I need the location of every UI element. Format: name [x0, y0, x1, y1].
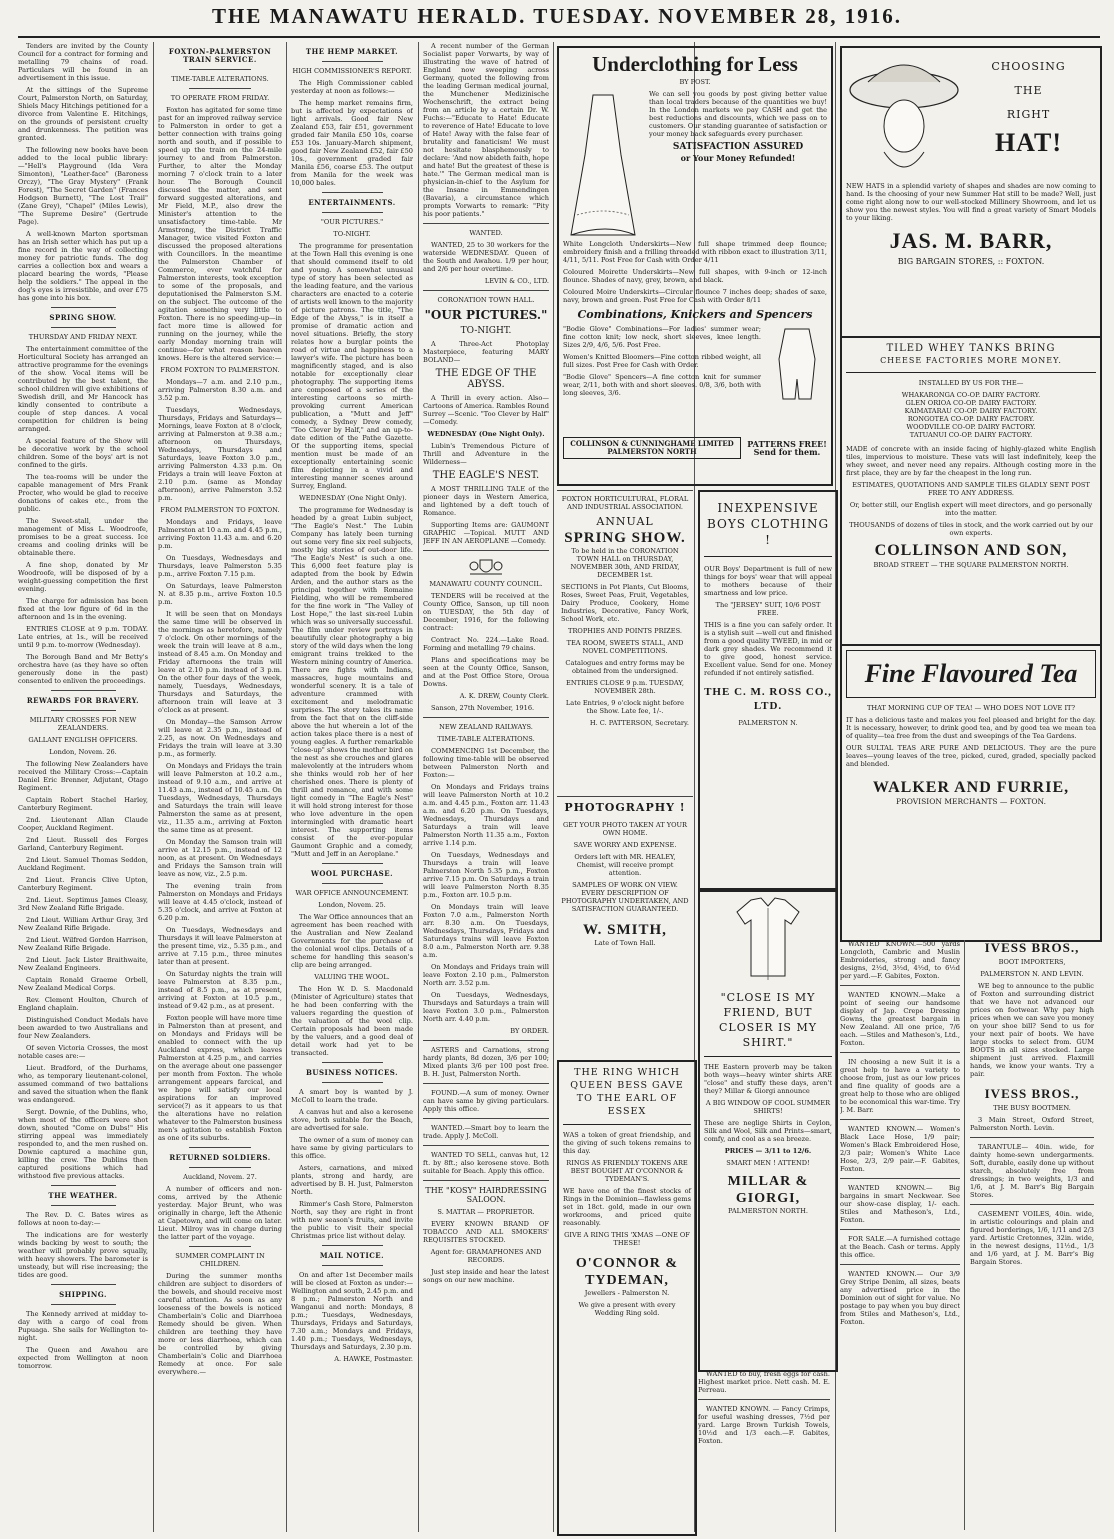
headline: FOXTON-PALMERSTON TRAIN SERVICE. [168, 47, 272, 64]
ad-title: "CLOSE IS MY FRIEND, BUT CLOSER IS MY SHIRT." [719, 991, 817, 1049]
ad-text: On Tuesdays, Wednesdays and Thursdays a train will leave Palmerston North 5.35 p.m., Foxton arrive 7.15 p.m. On Saturdays a train will leave Palmerston North 8.35 p.m., Foxton arr. 10.5 p.m. [423, 851, 549, 899]
divider [423, 1145, 549, 1146]
ad-title: RIGHT [1006, 108, 1051, 121]
ad-heading: TIME-TABLE ALTERATIONS. [437, 735, 535, 743]
news-paragraph: The tea-rooms will be under the capable management of Mrs Frank Procter, who would be glad to receive donations of cakes etc., from the public. [18, 473, 148, 513]
ad-signature: H. C. PATTERSON, Secretary. [589, 719, 689, 727]
classified-ad: CASEMENT VOILES, 40in. wide, in artistic colourings and plain and figured borderings, 1/6, 1/11 and 2/3 yard. Artistic Cretonnes, 32in. wide, in the newest designs, 11½d., 1/3 and 1/6 yard, at J. M. Barr's Big Bargain Stores. [970, 1210, 1094, 1266]
merchant-address: 3 Main Street, Oxford Street, Palmerston North. Levin. [970, 1116, 1094, 1132]
classified-ad: WANTED.—Smart boy to learn the trade. Apply J. McColl. [423, 1124, 549, 1140]
headline: THE HEMP MARKET. [305, 47, 399, 56]
ad-text: On Mondays train will leave Foxton 7.0 a.m., Palmerston North arr. 8.30 a.m. On Tuesdays, Wednesdays, Thursdays, Fridays and Saturdays trains will leave Foxton 8.0 a.m., Palmerston North arr. 9.38 a.m. [423, 903, 549, 959]
classified-ad: IN choosing a new Suit it is a great help to have a variety to choose from, just as our low prices and fine quality of goods are a great help to those who are obliged to be economical this war-time. Try J. M. Barr. [840, 1058, 960, 1114]
news-paragraph: A special feature of the Show will be decorative work by the school children. Some of the boys' art is not confined to the girls. [18, 437, 148, 469]
subheadline: THURSDAY AND FRIDAY NEXT. [28, 333, 138, 341]
classified-ad: WANTED TO SELL, canvas hut, 12 ft. by 8ft.; also kerosene stove. Both suitable for Beach. Apply this office. [423, 1151, 549, 1175]
news-paragraph: A smart boy is wanted by J. McColl to learn the trade. [291, 1088, 413, 1104]
divider [51, 327, 116, 328]
ad-text: WAS a token of great friendship, and the giving of such tokens remains to this day. [563, 1131, 691, 1155]
ad-signature: LEVIN & CO., LTD. [484, 277, 549, 285]
ad-text: Just step inside and hear the latest songs on our new machine. [423, 1268, 549, 1284]
divider [423, 717, 549, 718]
ad-title: THE RING WHICH QUEEN BESS GAVE TO THE EARL OF ESSEX [570, 1067, 684, 1117]
ad-title: "OUR PICTURES." [424, 308, 548, 322]
news-paragraph: Captain Robert Stachel Harley, Canterbury Regiment. [18, 796, 148, 812]
divider [51, 1205, 116, 1206]
news-paragraph: On Saturday nights the train will leave Palmerston at 8.35 p.m., instead of 8.5 p.m., as at present, arriving at Foxton at 10.5 p.m., instead of 9.42 p.m., as at present. [158, 970, 282, 1010]
ad-text: COMMENCING 1st December, the following time-table will be observed between Palmerston North and Foxton:— [423, 747, 549, 779]
divider [970, 1204, 1094, 1205]
ad-text: ENTRIES CLOSE 9 p.m. TUESDAY, NOVEMBER 28th. [566, 679, 684, 695]
tea-advert [840, 644, 1102, 942]
ad-title: THE EDGE OF THE ABYSS. [435, 368, 537, 390]
news-paragraph: 2nd Lieut. Jack Lister Braithwaite, New Zealand Engineers. [18, 956, 148, 972]
ad-heading: Combinations, Knickers and Spencers [577, 308, 813, 321]
merchant-name: THE C. M. ROSS CO., LTD. [704, 686, 832, 712]
divider [189, 1246, 251, 1247]
headline: SPRING SHOW. [49, 313, 117, 322]
divider [322, 1082, 383, 1083]
ad-text: WANTED, 25 to 30 workers for the waterside WEDNESDAY. Queen of the South and Awahou. 1/9 per hour, and 2/6 per hour overtime. [423, 241, 549, 273]
news-paragraph: Foxton people will have more time in Palmerston than at present, and on Mondays and Fridays will be enabled to connect with the up Auckland express, which leaves Palmerston at 4.25 p.m., and carries on the average about one passenger per month from Foxton. The whole arrangement appears farcical, and we hope will satisfy our local aspirations for an improved service(?) as it appears to us that the alterations have no relation whatever to the Palmerston business men's agitation to establish Foxton as one of its suburbs. [158, 1014, 282, 1142]
divider [189, 69, 251, 70]
news-paragraph: The Borough Band and Mr Betty's orchestra have (as they have so often generously done in the past) consented to enliven the proceedings. [18, 653, 148, 685]
divider [423, 223, 549, 224]
ad-title: ANNUAL [596, 515, 654, 528]
column-rule [418, 42, 419, 1532]
column-3 [291, 42, 413, 1532]
merchant-address: PROVISION MERCHANTS — FOXTON. [896, 797, 1046, 806]
whey-tanks-advert [840, 336, 1102, 646]
ad-heading: THAT MORNING CUP OF TEA! — WHO DOES NOT LOVE IT? [867, 704, 1075, 712]
ad-heading: NEW ZEALAND RAILWAYS. [439, 723, 533, 731]
ad-text: Lubin's Tremendous Picture of Thrill and Adventure in the Wilderness— [423, 442, 549, 466]
subheadline: TO OPERATE FROM FRIDAY. [170, 94, 270, 102]
classified-ad: WANTED KNOWN.—500 yards Longcloth, Cambric and Muslin Embroideries, strong and fancy designs, 2½d, 3½d, 4½d, to 6½d per yard.—F. Gabites, Foxton. [840, 940, 960, 980]
news-paragraph: Distinguished Conduct Medals have been awarded to two Australians and four New Zealanders. [18, 1016, 148, 1040]
divider [423, 550, 549, 551]
news-paragraph: Foxton has agitated for some time past for an improved railway service to Palmerston in order to get a better connection with trains going north and south, and if possible to speed up the train on the 24-mile journey to and from Palmerston. Further, to alter the Monday morning 7 o'clock train to a later hour. The Borough Council discussed the matter, and sent forward suggested alterations, and Mr Field, M.P., also drew the Minister's attention to the unsatisfactory time-table. Mr Armstrong, the District Traffic Manager, twice visited Foxton and discussed the proposed alterations with Councillors. In the meantime the Palmerston Chamber of Commerce, ever watchful for Palmerston interests, took exception to some of the proposals, and deputationised the Palmerston S.M. on the subject. The outcome of the agitation something very little to Foxton. There is no speeding-up—in fact more time is allowed for running on the journey, while the early Monday morning train will continue—for what reason heaven knows. Here is the altered service:— [158, 106, 282, 362]
ad-heading: SATISFACTION ASSURED [672, 142, 804, 152]
ad-title: PHOTOGRAPHY ! [564, 801, 686, 814]
classified-ad: WANTED KNOWN.— Big bargains in smart Neckwear. See our show-case display, 1/- each. Stiles and Matheson's, Ltd., Foxton. [840, 1184, 960, 1224]
merchant-name: IVESS BROS., [984, 1086, 1080, 1101]
news-paragraph: Asters, carnations, and mixed plants, strong and hardy, are advertised by B. H. Just, Palmerston North. [291, 1164, 413, 1196]
news-paragraph: On Mondays and Fridays the train will leave Palmerston at 10.2 a.m., instead of 9.10 a.m., and arrive at 11.43 a.m., instead of 10.45 a.m. On Tuesdays, Wednesdays, Thursdays and Saturdays the train will leave Palmerston the same as at present, viz., 11.35 a.m., arriving at Foxton the same time as at present. [158, 762, 282, 834]
headline: MAIL NOTICE. [319, 1251, 385, 1260]
news-paragraph: The Queen and Awahou are expected from Wellington at noon tomorrow. [18, 1346, 148, 1370]
ad-text: On Tuesdays, Wednesdays, Thursdays and Saturdays a train will leave Foxton 3.0 p.m., Palmerston North arr. 4.40 p.m. [423, 991, 549, 1023]
brand-stamp: COLLINSON & CUNNINGHAME LIMITED PALMERSTON NORTH [563, 437, 741, 459]
ad-title: HAT! [994, 128, 1063, 157]
divider [51, 307, 116, 308]
ad-text: SECTIONS in Pot Plants, Cut Blooms, Roses, Sweet Peas, Fruit, Vegetables, Dairy Produce, Cookery, Home Industries, Decorative, Fancy Work, School Work, etc. [561, 583, 689, 623]
ad-text: Coloured Moirette Underskirts—New full shapes, with 9-inch or 12-inch flounce. Shades of navy, grey, brown, and black. [563, 268, 827, 284]
divider [322, 863, 383, 864]
news-paragraph: On Tuesdays, Wednesdays and Thursdays, leave Palmerston 5.35 p.m., arrive Foxton 7.15 p.m. [158, 554, 282, 578]
ivess-bros-advert [970, 940, 1094, 1530]
ad-heading: INSTALLED BY US FOR THE— [918, 379, 1024, 387]
merchant-address: Late of Town Hall. [594, 939, 656, 947]
column-rule [286, 42, 287, 1532]
subheadline: "OUR PICTURES." [320, 218, 384, 226]
news-paragraph: On Tuesdays, Wednesdays and Thursdays it will leave Palmerston at the present time, viz., 5.35 p.m., and arrive at 7.15 p.m., three minutes later than at present. [158, 926, 282, 966]
ad-text: Coloured Moire Underskirts—Circular flounce 7 inches deep; shades of saxe, navy, brown and green. Post Free for Cash with Order 8/11 [563, 288, 827, 304]
ad-text: THOUSANDS of dozens of tiles in stock, and the work carried out by our own experts. [849, 521, 1093, 537]
ad-heading: TO-NIGHT. [460, 326, 512, 336]
divider [51, 1304, 116, 1305]
news-paragraph: Mondays—7 a.m. and 2.10 p.m., arriving Palmerston 8.30 a.m. and 3.52 p.m. [158, 378, 282, 402]
ad-heading: A BIG WINDOW OF COOL SUMMER SHIRTS! [705, 1099, 831, 1115]
news-paragraph: 2nd. Lieut. Septimus James Cleasy, 3rd New Zealand Rifle Brigade. [18, 896, 148, 912]
dateline: London, Novem. 25. [318, 901, 386, 909]
merchant-address: Jewellers - Palmerston N. [584, 1289, 670, 1297]
hat-advert [840, 46, 1102, 338]
ad-title: THE "KOSY" HAIRDRESSING SALOON. [425, 1186, 547, 1204]
ad-text: Late Entries, 9 o'clock night before the Show. Late fee, 1/-. [565, 699, 685, 715]
merchant-name: IVESS BROS., [984, 940, 1080, 955]
ad-heading: The "JERSEY" SUIT, 10/6 POST FREE. [715, 601, 821, 617]
news-paragraph: The Sweet-stall, under the management of Miss L. Woodroofe, promises to be a great success. Ice creams and cooling drinks will be obtainable there. [18, 517, 148, 557]
ad-heading: PATTERNS FREE! Send for them. [747, 439, 827, 457]
ad-title: THE EAGLE'S NEST. [432, 470, 540, 481]
factory-list [846, 391, 1096, 439]
ad-text: We give a present with every Wedding Ring sold. [578, 1301, 676, 1317]
news-paragraph: Of seven Victoria Crosses, the most notable cases are:— [18, 1044, 148, 1060]
news-paragraph: Mondays and Fridays, leave Palmerston at 10 a.m. and 4.45 p.m., arriving Foxton 11.43 a.m. and 6.20 p.m. [158, 518, 282, 550]
ad-heading: THE BUSY BOOTMEN. [993, 1104, 1071, 1112]
news-paragraph: 2nd Lieut. Francis Clive Upton, Canterbury Regiment. [18, 876, 148, 892]
divider [322, 1265, 383, 1266]
news-paragraph: Tuesdays, Wednesdays, Thursdays, Fridays and Saturdays—Mornings, leave Foxton at 8 o'clock, arriving at Palmerston at 9.38 a.m.; afternoon on Thursdays, Wednesdays, Thursdays and Saturdays, leave Foxton 3.0 p.m., arriving Palmerston 4.33 p.m. On Fridays a train will leave Foxton at 2.10 p.m. (same as Monday afternoon), arrive Palmerston 3.52 p.m. [158, 406, 282, 502]
dateline: London, Novem. 26. [49, 748, 117, 756]
ad-text: GET YOUR PHOTO TAKEN AT YOUR OWN HOME. [562, 821, 688, 837]
news-paragraph: A canvas hut and also a kerosene stove, both suitable for the Beach, are advertised for sale. [291, 1108, 413, 1132]
divider [322, 1062, 383, 1063]
factory-list-item: RONGOTEA CO-OP. DAIRY FACTORY. [907, 415, 1035, 423]
factory-list-item: TATUANUI CO-OP. DAIRY FACTORY. [909, 431, 1033, 439]
factory-list-item: GLEN ORIOA CO-OP. DAIRY FACTORY. [905, 399, 1037, 407]
divider [840, 1119, 960, 1120]
ad-title: INEXPENSIVE BOYS CLOTHING ! [706, 501, 830, 547]
factory-list-item: WHAKARONGA CO-OP. DAIRY FACTORY. [901, 391, 1041, 399]
spring-show-advert [557, 490, 693, 797]
classified-ad: WANTED KNOWN.— Women's Black Lace Hose, 1/9 pair; Women's Black Embroidered Hose, 2/3 pair; Women's White Lace Hose, 2/3, 2/9 pair.—F. Gabites, Foxton. [840, 1125, 960, 1173]
news-paragraph: Rimmer's Cash Store, Palmerston North, say they are right in front with new season's fruits, and invite the public to visit their special Christmas price list without delay. [291, 1200, 413, 1240]
news-paragraph: The Kennedy arrived at midday to-day with a cargo of coal from Pupuaga. She sails for Wellington to-night. [18, 1310, 148, 1342]
divider [51, 710, 116, 711]
news-paragraph: Tenders are invited by the County Council for a contract for forming and metalling 79 chains of road. Particulars will be found in an advertisement in this issue. [18, 42, 148, 82]
ad-text: RINGS AS FRIENDLY TOKENS ARE BEST BOUGHT AT O'CONNOR & TYDEMAN'S. [566, 1159, 688, 1183]
merchant-name: JAS. M. BARR, [889, 228, 1053, 253]
ad-text: EVERY KNOWN BRAND OF TOBACCO AND ALL SMOKERS' REQUISITES STOCKED. [423, 1220, 549, 1244]
photography-advert [557, 796, 693, 1059]
divider [840, 985, 960, 986]
classified-ad: TARANTULE— 40in. wide, for dainty home-sewn undergarments. Soft, durable, easily done up without starch, absolutely free from dressings; in two weights, 1/3 and 1/6, at J. M. Barr's Big Bargain Stores. [970, 1143, 1094, 1199]
factory-list-item: KAIMATARAU CO-OP. DAIRY FACTORY. [904, 407, 1038, 415]
news-paragraph: The indications are for westerly winds backing by west to south; the weather will probably prove squally, with heavy showers. The barometer is unsteady, but will rise increasing; the tides are good. [18, 1231, 148, 1279]
merchant-name: W. SMITH, [583, 922, 667, 938]
news-paragraph: On Monday—the Samson Arrow will leave at 2.35 p.m., instead of 2.25, as now. On Wednesdays and Fridays the train will leave at 3.30 p.m., as formerly. [158, 718, 282, 758]
news-paragraph: Rev. Clement Houlton, Church of England chaplain. [18, 996, 148, 1012]
news-paragraph: It will be seen that on Mondays the same time will be observed in the mornings as heretofore, namely 7 o'clock. On other mornings of the week the train will leave at 8 a.m., instead of 8.45 a.m. On Monday and Friday afternoons the train will leave at 2.10 p.m. instead of 3 p.m. On the other four days of the week, namely, Tuesdays, Wednesdays, Thursdays and Saturdays, the afternoon train will leave at 3 o'clock as at present. [158, 610, 282, 714]
masthead-rule [18, 36, 1100, 38]
divider [840, 1052, 960, 1053]
ad-signature: BY ORDER. [510, 1027, 549, 1035]
factory-list-item: WOODVILLE CO-OP. DAIRY FACTORY. [906, 423, 1036, 431]
coat-of-arms-icon [466, 556, 506, 578]
subheadline: HIGH COMMISSIONER'S REPORT. [292, 67, 412, 75]
news-paragraph: The programme for presentation at the Town Hall this evening is one that should commend itself to old and young. A somewhat unusual type of story has been selected as the leading feature, and the various characters are enacted to a coterie of artists well known to the majority of picture patrons. The title, "The Edge of the Abyss," is in itself a promise of dramatic action and novel situations. Briefly, the story relates how a burglar points the road of virtue and happiness to a lawyer's wife. The picture has been magnificently staged, and is also notable for exceptionally clear photography. The supporting items are composed of a series of the interesting cartoons so mirth-provoking current American publication, a "Mutt and Jeff" comedy, a Sydney Drew comedy, "Too Clever by Half," and an up-to-date edition of the Pathe Gazette. Of the supporting items, special mention must be made of an exceptionally entertaining scenic film depicting in a vivid and interesting manner scenes around Surrey, England. [291, 242, 413, 490]
headline: THE WEATHER. [48, 1191, 118, 1200]
news-paragraph: The High Commissioner cabled yesterday at noon as follows:— [291, 79, 413, 95]
divider [423, 290, 549, 291]
divider [840, 1264, 960, 1265]
news-paragraph: The charge for admission has been fixed at the low figure of 6d in the afternoon and 1s in the evening. [18, 597, 148, 621]
ad-heading: CORONATION TOWN HALL. [437, 296, 535, 304]
ad-text: Contract No. 224.—Lake Road. Forming and metalling 79 chains. [423, 636, 549, 652]
divider [51, 690, 116, 691]
news-paragraph: Sergt. Downie, of the Dublins, who, when most of the officers were shot down, shouted "Come on Dubs!" His stirring appeal was immediately responded to, and the men rushed on. Downie captured a machine gun, killing the crew. The Dublins then captured positions which had withstood five previous attacks. [18, 1108, 148, 1180]
divider [698, 1399, 830, 1400]
ad-text: MADE of concrete with an inside facing of highly-glazed white English tiles, impervious to moisture. These vats will last indefinitely, keep the whey sweet, and never need any repairs. Although costing more in the first place, they are by far the cheapest in the long run. [846, 445, 1096, 477]
headline: SUMMER COMPLAINT IN CHILDREN. [175, 1252, 265, 1268]
news-paragraph: Captain Ronald Graeme Orbell, New Zealand Medical Corps. [18, 976, 148, 992]
ad-text: A Three-Act Photoplay Masterpiece, featuring MARY BOLAND— [423, 340, 549, 364]
merchant-address: BROAD STREET — THE SQUARE PALMERSTON NORTH. [873, 561, 1069, 569]
subheadline: TIME-TABLE ALTERATIONS. [171, 75, 269, 83]
divider [322, 1245, 383, 1246]
ad-heading: or Your Money Refunded! [680, 153, 796, 163]
divider [423, 1083, 549, 1084]
news-paragraph: The owner of a sum of money can have same by giving particulars to this office. [291, 1136, 413, 1160]
classified-ad: FOR SALE.—A furnished cottage at the Beach. Cash or terms. Apply this office. [840, 1235, 960, 1259]
news-paragraph: Lieut. Bradford, of the Durhams, who, as temporary lieutenant-colonel, assumed command of two battalions and saved the situation when the flank was endangered. [18, 1064, 148, 1104]
news-paragraph: 2nd Lieut. Samuel Thomas Seddon, Auckland Regiment. [18, 856, 148, 872]
ad-text: IT has a delicious taste and makes you feel pleased and bright for the day. It is necessary, however, to drink good tea, and by good tea we mean tea of quality—tea free from the dust and sweepings of the Tea Gardens. [846, 716, 1096, 740]
headline: WOOL PURCHASE. [310, 869, 394, 878]
news-paragraph: The entertainment committee of the Horticultural Society has arranged an attractive programme for the evenings of the show. Vocal items will be contributed by the best talent, the school children will give exhibitions of Swedish drill, and Mr Hancock has kindly consented to contribute a couple of step dances. A vocal competition for children is being arranged. [18, 345, 148, 433]
divider [423, 1040, 549, 1041]
column-rule [553, 42, 554, 1532]
signature: A. HAWKE, Postmaster. [334, 1355, 413, 1363]
ad-text: Women's Knitted Bloomers—Fine cotton ribbed weight, all full sizes. Post Free for Cash with Order. [563, 353, 761, 369]
divider [51, 1185, 116, 1186]
subheadline: GALLANT ENGLISH OFFICERS. [28, 736, 138, 744]
divider [840, 1178, 960, 1179]
ad-heading: SMART MEN ! ATTEND! [726, 1159, 810, 1167]
column-1 [18, 42, 148, 1532]
ad-text: Catalogues and entry forms may be obtained from the undersigned. [565, 659, 685, 675]
ad-text: We can sell you goods by post giving better value than local traders because of the quantities we buy! In the London markets we pay CASH and get the best reductions and discounts, which we pass on to customers. Our standing guarantee of satisfaction or your money back safeguards every purchaser. [649, 90, 827, 138]
ad-heading: FOXTON HORTICULTURAL, FLORAL AND INDUSTRIAL ASSOCIATION. [561, 495, 689, 511]
ad-text: NEW HATS in a splendid variety of shapes and shades are now coming to hand. Is the choosing of your new Summer Hat still to be made? Well, just come right along now to our well-stocked Millinery Showroom, and let us show you the newest styles. You will find a great variety of Smart Models to your liking. [846, 182, 1096, 222]
merchant-address: BIG BARGAIN STORES, :: FOXTON. [897, 257, 1045, 266]
ad-text: Or, better still, our English expert will meet directors, and go personally into the matter. [849, 501, 1093, 517]
ad-title: THE [1014, 84, 1043, 97]
news-paragraph: A fine shop, donated by Mr Woodroofe, will be disposed of by a weight-guessing competition the first evening. [18, 561, 148, 593]
subheadline: VALUING THE WOOL. [314, 973, 390, 981]
ad-text: SAVE WORRY AND EXPENSE. [573, 841, 677, 849]
news-paragraph: WEDNESDAY (One Night Only). [299, 494, 407, 502]
merchant-name: O'CONNOR & TYDEMAN, [575, 1256, 679, 1288]
column-rule [153, 42, 154, 1532]
classified-ad: ASTERS and Carnations, strong hardy plants, 8d dozen, 3/6 per 100; Mixed plants 3/6 per 100 post free. B. H. Just, Palmerston North. [423, 1046, 549, 1078]
classified-ad: WANTED KNOWN.—Make a point of seeing our handsome display of Jap. Crepe Dressing Gowns, the greatest bargain in New Zealand. All one price, 7/6 each. —Stiles and Matheson's, Ltd., Foxton. [840, 991, 960, 1047]
news-paragraph: On Saturdays, leave Palmerston N. at 8.35 p.m., arrive Foxton 10.5 p.m. [158, 582, 282, 606]
divider [322, 192, 383, 193]
ring-advert [557, 1060, 697, 1536]
news-paragraph: 2nd Lieut. Wilfred Gordon Harrison, New Zealand Rifle Brigade. [18, 936, 148, 952]
subheadline: TO-NIGHT. [333, 230, 371, 238]
divider [51, 1284, 116, 1285]
news-paragraph: The programme for Wednesday is headed by a great Lubin subject, "The Eagle's Nest." The Lubin Company has lately been turning out some very fine six reel subjects, mostly big stories of out-door life. "The Eagle's Nest" is such a one. This 6,000 feet feature play is adapted from the book by Edwin Arden, and the author stars as the principal together with Romaine Fielding, who will be remembered for the fine work in "The Valley of Lost Hope," the last six-reel Lubin which was so universally successful. The film under review portrays in beautifully clear photography a big story of the wild days when the long emigrant trains trekked to the Western mining country of America. There are fights with Indians, massacres, huge mountains and wonderful scenery. It is a tale of adventure crammed with excitement and melodramatic surprises. The story takes its name from the fact that on the cliff-side above the hut wherein a lot of the action takes place there is a nest of young eagles. A further remarkable "close-up" shows the mother bird on the nest as she crouches and glares malevolently at the intruders whom she thinks would rob her of her cherished ones. There is plenty of thrill and romance, and with some light comedy in "The Eagle's Nest" it will hold strong interest for those who love adventure in the open intermingled with dramatic heart interest. The supporting items consist of the ever-popular Gaumont Graphic and a comedy, "Mutt and Jeff in an Aeroplane." [291, 506, 413, 858]
ad-text: GIVE A RING THIS 'XMAS —ONE OF THESE! [564, 1231, 690, 1247]
news-paragraph: 2nd Lieut. William Arthur Gray, 3rd New Zealand Rifle Brigade. [18, 916, 148, 932]
ad-text: These are neglige Shirts in Ceylon, Silk and Wool, Silk and Prints—smart, comfy, and cool as a sea breeze. [704, 1119, 832, 1143]
classified-ad: WANTED KNOWN.— Our 3/9 Grey Stripe Denim, all sizes, beats any advertised price in the Dominion out of sight for value. No postage to pay when you buy direct from Stiles and Matheson's, Ltd., Foxton. [840, 1270, 960, 1326]
ad-text: On Mondays and Fridays trains will leave Palmerston North at 10.2 a.m. and 4.45 p.m., Foxton arr. 11.43 a.m. and 6.20 p.m. On Tuesdays, Wednesdays, Thursdays and Saturdays a train will leave Palmerston North 11.35 a.m., Foxton arrive 1.14 p.m. [423, 783, 549, 847]
wanted-ads [698, 1370, 830, 1530]
column-classifieds [840, 940, 960, 1530]
news-paragraph: On Monday the Samson train will arrive at 12.15 p.m., instead of 12 noon, as at present. On Wednesdays and Fridays the Samson train will leave as now, viz., 2.5 p.m. [158, 838, 282, 878]
ad-text: TEA ROOM, SWEETS STALL, AND NOVEL COMPETITIONS. [566, 639, 684, 655]
shirt-advert [698, 888, 838, 1372]
news-paragraph: 2nd Lieut. Russell des Forges Garland, Canterbury Regiment. [18, 836, 148, 852]
ad-text: ESTIMATES, QUOTATIONS AND SAMPLE TILES GLADLY SENT POST FREE TO ANY ADDRESS. [852, 481, 1090, 497]
ad-text: WE beg to announce to the public of Foxton and surrounding district that we have not advanced our prices on footwear. Why pay high prices when we can save you money on your shoe bill? Send to us for your next pair of boots. We have large stocks to select from. GUM BOOTS in all sizes stocked. Large shipment just arrived. Flaxmill hands, we know your wants. Try a pair. [970, 982, 1094, 1078]
ad-text: Sanson, 27th November, 1916. [431, 704, 535, 712]
news-paragraph: A number of officers and non-coms, arrived by the Athenic yesterday. Major Brunt, who was originally in charge, left the Athenic at Capetown, and will come on later. Lieut. Milroy was in charge during the latter part of the voyage. [158, 1185, 282, 1241]
ad-text: Agent for: GRAMAPHONES AND RECORDS. [430, 1248, 542, 1264]
headline: REWARDS FOR BRAVERY. [26, 696, 140, 705]
headline: BUSINESS NOTICES. [305, 1068, 399, 1077]
subheadline: WAR OFFICE ANNOUNCEMENT. [295, 889, 409, 897]
merchant-name: MILLAR & GIORGI, [727, 1174, 809, 1206]
ad-title: CHOOSING [991, 60, 1066, 73]
ad-text: A MOST THRILLING TALE of the pioneer days in Western America, and lightened by a deft touch of Romance. [423, 485, 549, 517]
ad-text: THIS is a fine you can safely order. It is a stylish suit —well cut and finished from a good quality TWEED, in mid or dark grey shades. We recommend it to give good, honest service. Excellent value. Send for one. Money refunded if not entirely satisfied. [704, 621, 832, 677]
ad-heading: WANTED. [469, 229, 503, 237]
ad-title: SPRING SHOW. [564, 530, 686, 546]
ad-heading: WEDNESDAY (One Night Only). [427, 430, 545, 438]
divider [423, 1180, 549, 1181]
ad-heading: BOOT IMPORTERS, [998, 958, 1066, 966]
divider [840, 1229, 960, 1230]
news-paragraph: A well-known Marton sportsman has an Irish setter which has put up a fine record in the way of collecting money for patriotic funds. The dog carries a collection box and wears a placard bearing the words, "Please help the soldiers." The appeal in the dog's eyes is irresistible, and over £75 has gone into his box. [18, 230, 148, 302]
news-paragraph: A recent number of the German Socialist paper Vorwarts, by way of illustrating the wave of hatred of England now sweeping across Germany, quoted the following from the leading German medical journal, the Munchener Medizinische Wochenschrift, the extract being from an article by a certain Dr. W. Fuchs:—"Educate to Hate! Educate to reverence of Hate! Educate to love of Hate! Away with the false fear of brutality and fanaticism! We must not hesitate blasphemously to declare: 'And now abideth faith, hope and hate! But the greatest of these is hate.'" The German medical man is physician-in-chief to the Asylum for the Insane in Emmendingen (Bavaria), a circumstance which prompts Vorwarts to remark: "Pity his poor patients." [423, 42, 549, 218]
ad-text: To be held in the CORONATION TOWN HALL on THURSDAY, NOVEMBER 30th, AND FRIDAY, DECEMBER 1st. [570, 547, 680, 579]
news-paragraph: The following New Zealanders have received the Military Cross:—Captain Daniel Eric Brenner, Adjutant, Otago Regiment. [18, 760, 148, 792]
ad-text: TENDERS will be received at the County Office, Sanson, up till noon on TUESDAY, the 5th day of December, 1916, for the following contract: [423, 592, 549, 632]
boys-clothing-advert [698, 490, 838, 892]
classified-ad: FOUND.—A sum of money. Owner can have same by giving particulars. Apply this office. [423, 1089, 549, 1113]
ad-text: SAMPLES OF WORK ON VIEW. EVERY DESCRIPTION OF PHOTOGRAPHY UNDERTAKEN, AND SATISFACTION GUARANTEED. [561, 881, 689, 913]
headline: RETURNED SOLDIERS. [169, 1153, 271, 1162]
merchant-address: PALMERSTON NORTH. [728, 1207, 808, 1215]
underclothing-advert [557, 46, 833, 486]
classified-ad: WANTED to buy, fresh eggs for cash. Highest market price. Nett cash. M. E. Perreau. [698, 1370, 830, 1394]
ad-text: "Bodie Glove" Spencers—A fine cotton knit for summer wear, 2/11, both with and short sleeves. 0/8, 3/6, both with long sleeves, 3/6. [563, 373, 761, 397]
news-paragraph: The Hon W. D. S. Macdonald (Minister of Agriculture) states that he had been conferring with the valuers regarding the question of the valuation of the wool clip. Certain proposals had been made by the valuers, and a good deal of detail work had yet to be transacted. [291, 985, 413, 1057]
headline: ENTERTAINMENTS. [308, 198, 396, 207]
news-paragraph: On and after 1st December mails will be closed at Foxton as under:— Wellington and south, 2.45 p.m. and 8 p.m.; Palmerston North and Wanganui and north: Mondays, 8 p.m.; Tuesdays, Wednesdays, Thursdays, Fridays and Saturdays, 7.30 a.m.; Mondays and Fridays, 1.40 p.m.; Tuesdays, Wednesdays, Thursdays and Saturdays, 2.30 p.m. [291, 1271, 413, 1351]
divider [423, 1118, 549, 1119]
divider [970, 1137, 1094, 1138]
ad-signature: A. K. DREW, County Clerk. [459, 692, 549, 700]
ad-text: TROPHIES AND POINTS PRIZES. [568, 627, 682, 635]
column-rule [964, 940, 965, 1530]
lady-with-hat-illustration-icon [846, 52, 961, 182]
ad-text: On Mondays and Fridays train will leave Foxton 2.10 p.m., Palmerston North arr. 3.52 p.m. [423, 963, 549, 987]
price-label: PRICES — 3/11 to 12/6. [724, 1147, 812, 1155]
subheadline: MILITARY CROSSES FOR NEW ZEALANDERS. [29, 716, 137, 732]
merchant-name: WALKER AND FURRIE, [872, 779, 1070, 796]
divider [189, 1167, 251, 1168]
underskirt-illustration-icon [563, 90, 643, 240]
ad-text: A Thrill in every action. Also—Cartoons of America. Rambles Round Surrey —Scenic. "Too Clever by Half" —Comedy. [423, 394, 549, 426]
news-paragraph: At the sittings of the Supreme Court, Palmerston North, on Saturday, Shiels Macy Hitchings petitioned for a divorce from Valentine E. Hitchings, on the grounds of persistent cruelty and drunkenness. The petition was granted. [18, 86, 148, 142]
news-paragraph: The hemp market remains firm, but is affected by expectations of light arrivals. Good fair New Zealand £53, fair £51, government graded fair Manila £50 10s, coarse £53 10s. January-March shipment, good fair New Zealand £52, fair £50 10s., government graded fair Manila £56, coarse £53. The output from Manila for the week was 10,000 bales. [291, 99, 413, 187]
column-4 [423, 42, 549, 1532]
merchant-name: COLLINSON AND SON, [874, 542, 1068, 559]
ad-heading: S. MATTAR — PROPRIETOR. [437, 1208, 535, 1216]
news-paragraph: The War Office announces that an agreement has been reached with the Australian and New Zealand Governments for the purchase of the colonial wool clips. Details of a scheme for handling this season's clip are being arranged. [291, 913, 413, 969]
divider [189, 1147, 251, 1148]
ad-heading: MANAWATU COUNTY COUNCIL. [429, 580, 543, 588]
ad-title: Fine Flavoured Tea [846, 650, 1096, 698]
ad-title: TILED WHEY TANKS BRING [886, 343, 1056, 354]
ad-text: Orders left with MR. HEALEY, Chemist, will receive prompt attention. [574, 853, 676, 877]
news-paragraph: The following new books have been added to the local public library:—"Hell's Playground (Ida Vera Simonton), "Leather-face" (Baroness Orczy), "The Gray Mystery" (Frank Forest), "The Secret Garden" (Frances Hodgson Burnett), "The Lost Trail" (Zane Grey), "Chapel" (Miles Lewis), "The Supreme Desire" (Gertrude Page). [18, 146, 148, 226]
news-paragraph: The Rev. D. C. Bates wires as follows at noon to-day:— [18, 1211, 148, 1227]
ad-text: Plans and specifications may be seen at the County Office, Sanson, and at the Post Office Store, Oroua Downs. [423, 656, 549, 688]
subheadline: FROM FOXTON TO PALMERSTON. [160, 366, 280, 374]
dateline: Auckland, Novem. 27. [183, 1173, 257, 1181]
headline: SHIPPING. [59, 1290, 107, 1299]
news-paragraph: The evening train from Palmerston on Mondays and Fridays will leave at 4.45 o'clock, instead of 5.35 o'clock, and arrive at Foxton at 6.20 p.m. [158, 882, 282, 922]
ad-text: White Longcloth Underskirts—New full shape trimmed deep flounce; embroidery finish and a frilling threaded with ribbon exact to illustration 3/11, 4/11, 5/11. Post Free for Cash with Order 4/11 [563, 240, 827, 264]
news-paragraph: During the summer months children are subject to disorders of the bowels, and should receive most careful attention. As soon as any looseness of the bowels is noticed Chamberlain's Colic and Diarrhoea Remedy should be given. When children are teething they have more or less diarrhoea, which can be controlled by giving Chamberlain's Colic and Diarrhoea Remedy at once. For sale everywhere.— [158, 1272, 282, 1376]
divider [322, 61, 383, 62]
ad-text: Supporting Items are: GAUMONT GRAPHIC —Topical. MUTT AND JEFF IN AN AEROPLANE —Comedy. [423, 521, 549, 545]
divider [189, 88, 251, 89]
masthead: THE MANAWATU HERALD. TUESDAY. NOVEMBER 28, 1916. [212, 4, 902, 28]
ad-subtitle: BY POST. [679, 78, 711, 86]
ad-text: WE have one of the finest stocks of Rings in the Dominion—flawless gems set in 18ct. gold, made in our own workrooms, and priced quite reasonably. [563, 1187, 691, 1227]
divider [322, 883, 383, 884]
news-paragraph: ENTRIES CLOSE at 9 p.m. TODAY. Late entries, at 1s., will be received until 9 p.m. to-morrow (Wednesday). [18, 625, 148, 649]
ad-text: OUR Boys' Department is full of new things for boys' wear that will appeal to mothers because of their smartness and low price. [704, 565, 832, 597]
ad-title: CHEESE FACTORIES MORE MONEY. [880, 356, 1062, 365]
combination-garment-illustration-icon [767, 325, 827, 435]
subheadline: FROM PALMERSTON TO FOXTON. [160, 506, 280, 514]
merchant-address: PALMERSTON N. [738, 719, 798, 727]
news-paragraph: 2nd. Lieutenant Allan Claude Cooper, Auckland Regiment. [18, 816, 148, 832]
shirt-illustration-icon [733, 894, 803, 984]
ad-text: THE Eastern proverb may be taken both ways—heavy winter shirts ARE "close" and stuffy these days, aren't they? Millar & Giorgi announce [704, 1063, 832, 1095]
merchant-address: PALMERSTON N. AND LEVIN. [980, 970, 1084, 978]
ad-text: "Bodie Glove" Combinations—For ladies' summer wear; fine cotton knit; low neck, short sleeves, knee length. Sizes 2/9, 4/6, 5/6. Post Free. [563, 325, 761, 349]
divider [322, 212, 383, 213]
ad-title: Underclothing for Less [592, 52, 798, 76]
ad-text: OUR SULTAL TEAS ARE PURE AND DELICIOUS. They are the pure leaves—young leaves of the tree, picked, cured, graded, specially packed and blended. [846, 744, 1096, 768]
column-2 [158, 42, 282, 1532]
classified-ad: WANTED KNOWN. — Fancy Crimps, for useful washing dresses, 7½d per yard. Large Brown Turkish Towels, 10½d and 1/3 each.—F. Gabites, Foxton. [698, 1405, 830, 1445]
